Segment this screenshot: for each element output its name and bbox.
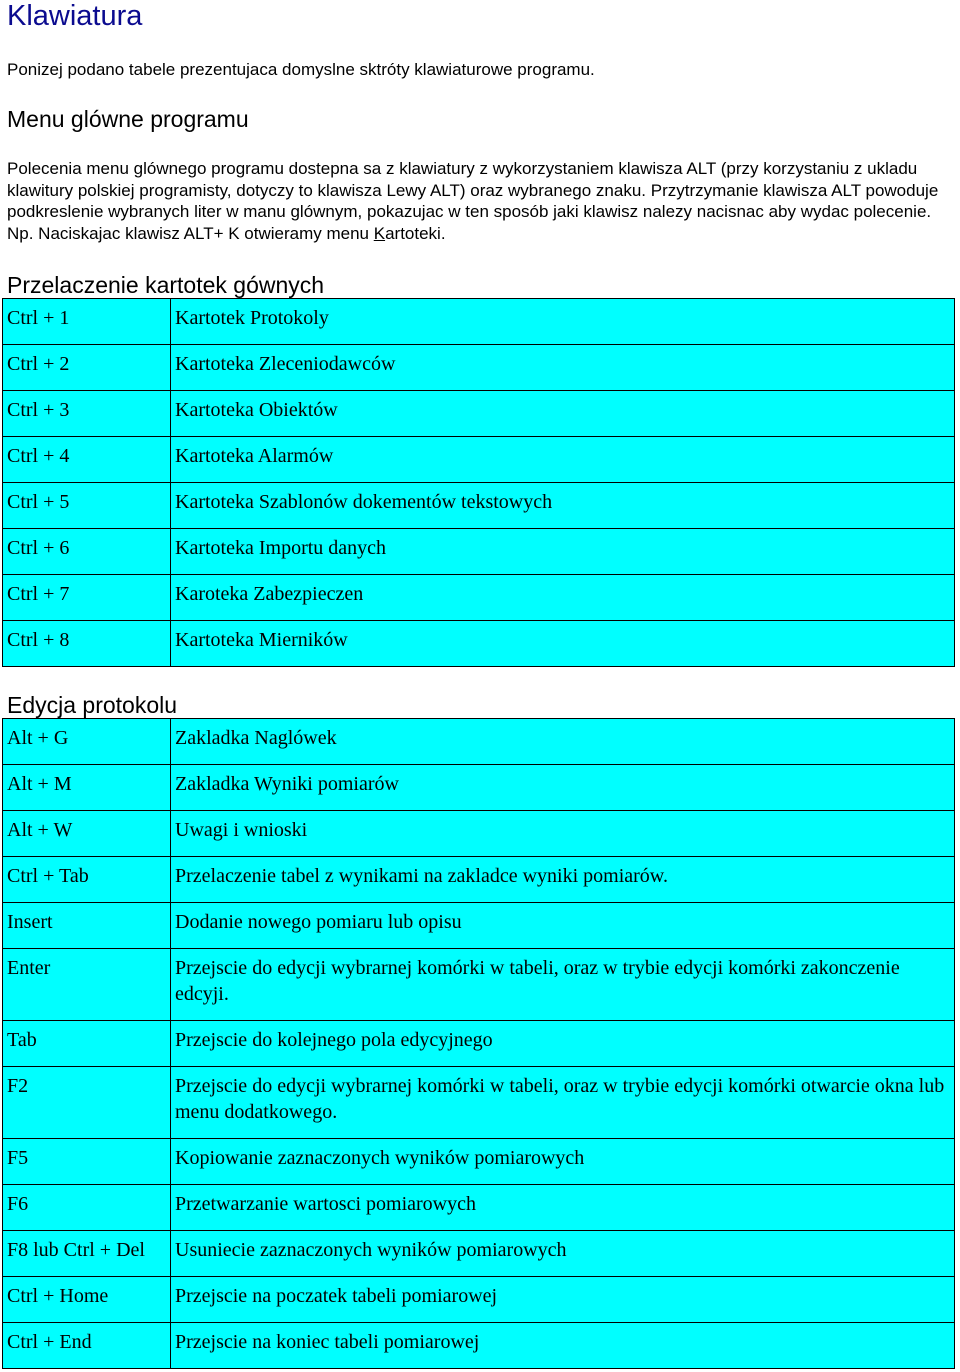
shortcut-description: Przelaczenie tabel z wynikami na zakladce wyniki pomiarów. [171, 857, 955, 903]
shortcut-description: Przejscie do kolejnego pola edycyjnego [171, 1021, 955, 1067]
table-row [3, 299, 955, 345]
table-row [3, 1185, 955, 1231]
table-row [3, 903, 955, 949]
shortcut-description: Kartoteka Zleceniodawców [171, 345, 955, 391]
shortcut-description: Przejscie na koniec tabeli pomiarowej [171, 1323, 955, 1369]
shortcut-description: Dodanie nowego pomiaru lub opisu [171, 903, 955, 949]
shortcut-key: Ctrl + 2 [3, 345, 171, 391]
table-row [3, 345, 955, 391]
shortcut-table-edycja [2, 718, 955, 1369]
shortcut-table-kartoteki [2, 298, 955, 667]
shortcut-key: Ctrl + 3 [3, 391, 171, 437]
shortcut-description: Przetwarzanie wartosci pomiarowych [171, 1185, 955, 1231]
shortcut-description: Kartotek Protokoly [171, 299, 955, 345]
table-row [3, 765, 955, 811]
shortcut-key: Alt + W [3, 811, 171, 857]
shortcut-description: Zakladka Naglówek [171, 719, 955, 765]
table-row [3, 949, 955, 1021]
table-row [3, 719, 955, 765]
table-row [3, 1231, 955, 1277]
shortcut-description: Kartoteka Mierników [171, 621, 955, 667]
shortcut-description: Usuniecie zaznaczonych wyników pomiarowych [171, 1231, 955, 1277]
shortcut-key: F8 lub Ctrl + Del [3, 1231, 171, 1277]
table-row [3, 437, 955, 483]
shortcut-description: Uwagi i wnioski [171, 811, 955, 857]
table-row [3, 621, 955, 667]
table-row [3, 811, 955, 857]
table-row [3, 391, 955, 437]
table-row [3, 1021, 955, 1067]
shortcut-key: F6 [3, 1185, 171, 1231]
shortcut-key: Ctrl + 1 [3, 299, 171, 345]
shortcut-key: Alt + G [3, 719, 171, 765]
table-row [3, 1277, 955, 1323]
table-row [3, 1067, 955, 1139]
shortcut-key: Ctrl + 5 [3, 483, 171, 529]
shortcut-key: Ctrl + End [3, 1323, 171, 1369]
menu-paragraph-underlined-letter: K [373, 223, 386, 243]
shortcut-key: Ctrl + Home [3, 1277, 171, 1323]
shortcut-key: Ctrl + 8 [3, 621, 171, 667]
intro-text: Ponizej podano tabele prezentujaca domyslne sktróty klawiaturowe programu. [7, 60, 595, 79]
shortcut-description: Przejscie do edycji wybrarnej komórki w tabeli, oraz w trybie edycji komórki zakonczenie edcyji. [171, 949, 955, 1021]
menu-paragraph-text-end: artoteki. [385, 223, 446, 243]
shortcut-key: F2 [3, 1067, 171, 1139]
page-title: Klawiatura [7, 0, 143, 32]
shortcut-key: Tab [3, 1021, 171, 1067]
shortcut-description: Kopiowanie zaznaczonych wyników pomiarowych [171, 1139, 955, 1185]
shortcut-description: Przejscie na poczatek tabeli pomiarowej [171, 1277, 955, 1323]
shortcut-key: Ctrl + Tab [3, 857, 171, 903]
table-row [3, 575, 955, 621]
shortcut-key: Ctrl + 4 [3, 437, 171, 483]
section-heading-edycja: Edycja protokolu [7, 692, 178, 718]
shortcut-description: Kartoteka Obiektów [171, 391, 955, 437]
shortcut-key: Ctrl + 7 [3, 575, 171, 621]
shortcut-description: Kartoteka Importu danych [171, 529, 955, 575]
menu-heading: Menu glówne programu [7, 106, 249, 132]
menu-paragraph [7, 158, 955, 244]
section-heading-kartoteki: Przelaczenie kartotek gównych [7, 272, 325, 298]
shortcut-description: Zakladka Wyniki pomiarów [171, 765, 955, 811]
table-row [3, 1139, 955, 1185]
shortcut-key: Insert [3, 903, 171, 949]
shortcut-description: Kartoteka Szablonów dokementów tekstowych [171, 483, 955, 529]
menu-paragraph-text: Polecenia menu glównego programu dostepna sa z klawiatury z wykorzystaniem klawisza ALT (przy korzystaniu z ukladu klawitury polskiej programisty, dotyczy to klawisza Lewy ALT) oraz wybranego znaku. Przytrzymanie klawisza ALT powoduje podkreslenie wybranych liter w manu glównym, pokazujac w ten sposób jaki klawisz nalezy nacisnac aby wydac polecenie. Np. Naciskajac klawisz ALT+ K otwieramy menu [7, 159, 939, 243]
table-row [3, 483, 955, 529]
shortcut-key: Ctrl + 6 [3, 529, 171, 575]
shortcut-description: Karoteka Zabezpieczen [171, 575, 955, 621]
table-row [3, 857, 955, 903]
shortcut-description: Kartoteka Alarmów [171, 437, 955, 483]
shortcut-key: F5 [3, 1139, 171, 1185]
table-row [3, 1323, 955, 1369]
shortcut-key: Alt + M [3, 765, 171, 811]
shortcut-description: Przejscie do edycji wybrarnej komórki w tabeli, oraz w trybie edycji komórki otwarcie okna lub menu dodatkowego. [171, 1067, 955, 1139]
shortcut-key: Enter [3, 949, 171, 1021]
table-row [3, 529, 955, 575]
